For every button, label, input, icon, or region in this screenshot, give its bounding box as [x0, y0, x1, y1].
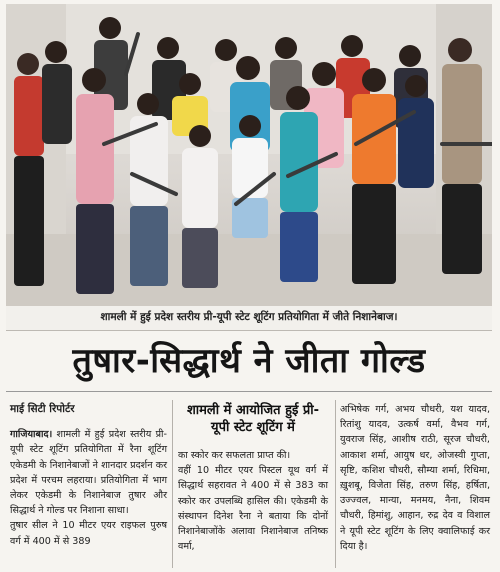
paragraph-text: शामली में हुई प्रदेश स्तरीय प्री-यूपी स्टेट शूटिंग प्रतियोगिता में रैना शूटिंग एकेडमी के निशानेबाजों ने शानदार प्रदर्शन कर प्रदेश में परचम लहराया। प्रतियोगिता में भाग लेकर एकेडमी के निशानेबाज तुषार और सिद्धार्थ ने गोल्ड पर निशाना साधा। [10, 429, 167, 517]
subheading: शामली में आयोजित हुई प्री-यूपी स्टेट शूटिंग में [186, 403, 320, 435]
column-divider [172, 400, 173, 568]
caption-bar [6, 306, 492, 331]
column-divider [335, 400, 336, 568]
group-photo [6, 4, 492, 306]
photo-caption: शामली में हुई प्रदेश स्तरीय प्री-यूपी स्टेट शूटिंग प्रतियोगिता में जीते निशानेबाज। [100, 311, 398, 323]
group-photo-icon [6, 4, 492, 306]
paragraph: अभिषेक गर्ग, अभय चौधरी, यश यादव, रितांशु यादव, उत्कर्ष वर्मा, वैभव गर्ग, युवराज सिंह, आशीष राठी, सूरज चौधरी, आकाश शर्मा, आयुष धर, ओजस्वी गुप्ता, सृष्टि, कशिश चौधरी, सौम्या शर्मा, रिधिमा, ख़ुशबू, विजेता सिंह, तरुण सिंह, हर्षिता, उज्ज्वल, मान्या, मनमय, नैना, शिवम चौधरी, हिमांशु, आहान, रुद्र देव व विशाल ने यूपी स्टेट शूटिंग के लिए क्वालिफाई कर दिया है। [340, 404, 490, 552]
dateline: गाजियाबाद। [10, 429, 53, 441]
article-column-2 [178, 402, 328, 554]
divider [6, 391, 492, 392]
article-column-3 [340, 402, 490, 554]
article-column-1 [10, 402, 167, 549]
byline: माई सिटी रिपोर्टर [10, 403, 75, 415]
paragraph: वहीं 10 मीटर एयर पिस्टल यूथ वर्ग में सिद्धार्थ सहरावत ने 400 में से 383 का स्कोर कर उपलब्धि हासिल की। एकेडमी के संस्थापन दिनेश रैना ने बताया कि दोनों निशानेबाजोंके अलावा निशानेबाज तनिष्क वर्मा, [178, 465, 328, 553]
headline: तुषार-सिद्धार्थ ने जीता गोल्ड [72, 341, 426, 381]
paragraph [10, 427, 167, 518]
paragraph: तुषार सील ने 10 मीटर एयर राइफल पुरुष वर्ग में 400 में से 389 [10, 520, 167, 547]
paragraph: का स्कोर कर सफलता प्राप्त की। [178, 450, 291, 461]
